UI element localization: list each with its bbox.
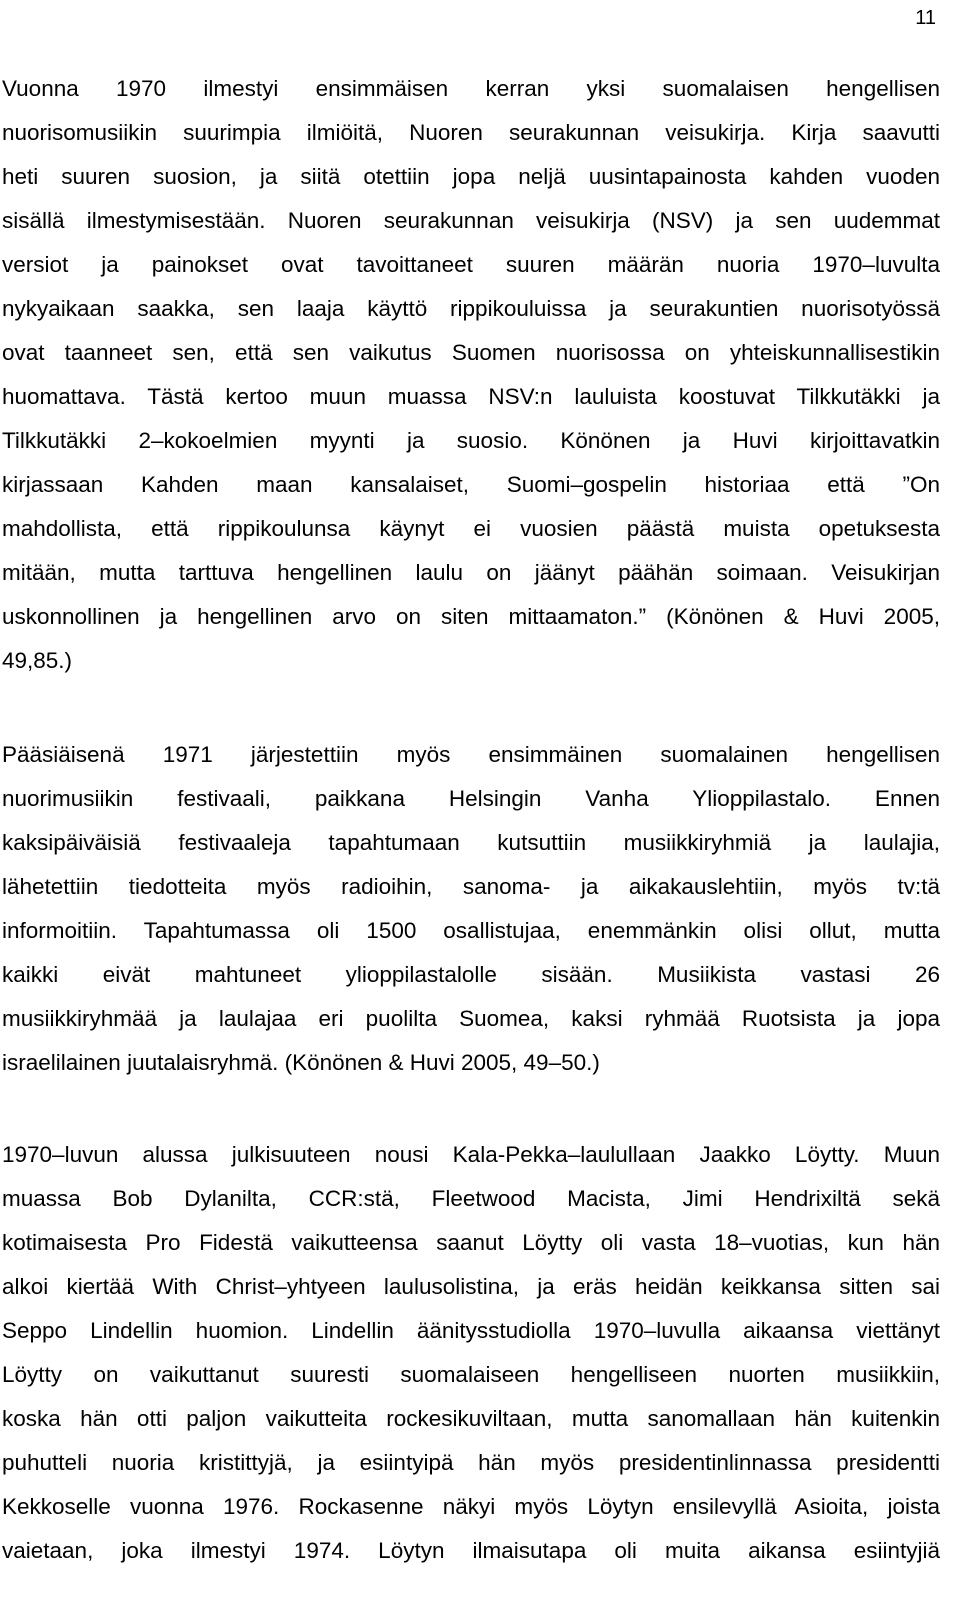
text-line: musiikkiryhmää ja laulajaa eri puolilta Suomea, kaksi ryhmää Ruotsista ja jopa (2, 1006, 940, 1031)
page-number: 11 (915, 7, 936, 29)
text-line: mitään, mutta tarttuva hengellinen laulu on jäänyt päähän soimaan. Veisukirjan (2, 560, 940, 585)
text-line: Löytty on vaikuttanut suuresti suomalaiseen hengelliseen nuorten musiikkiin, (2, 1362, 940, 1387)
text-line: nykyaikaan saakka, sen laaja käyttö rippikouluissa ja seurakuntien nuorisotyössä (2, 296, 940, 321)
text-line: nuorimusiikin festivaali, paikkana Helsingin Vanha Ylioppilastalo. Ennen (2, 786, 940, 811)
text-line: huomattava. Tästä kertoo muun muassa NSV:n lauluista koostuvat Tilkkutäkki ja (2, 384, 940, 409)
text-line: Vuonna 1970 ilmestyi ensimmäisen kerran yksi suomalaisen hengellisen (2, 76, 940, 101)
text-line: kotimaisesta Pro Fidestä vaikutteensa saanut Löytty oli vasta 18–vuotias, kun hän (2, 1230, 940, 1255)
text-line: muassa Bob Dylanilta, CCR:stä, Fleetwood Macista, Jimi Hendrixiltä sekä (2, 1186, 940, 1211)
text-line: versiot ja painokset ovat tavoittaneet suuren määrän nuoria 1970–luvulta (2, 252, 940, 277)
text-line: koska hän otti paljon vaikutteita rockesikuviltaan, mutta sanomallaan hän kuitenkin (2, 1406, 940, 1431)
text-line: ovat taanneet sen, että sen vaikutus Suomen nuorisossa on yhteiskunnallisestikin (2, 340, 940, 365)
text-line: Tilkkutäkki 2–kokoelmien myynti ja suosio. Könönen ja Huvi kirjoittavatkin (2, 428, 940, 453)
text-line: kaikki eivät mahtuneet ylioppilastalolle sisään. Musiikista vastasi 26 (2, 962, 940, 987)
text-line: Pääsiäisenä 1971 järjestettiin myös ensimmäinen suomalainen hengellisen (2, 742, 940, 767)
text-line: alkoi kiertää With Christ–yhtyeen laulusolistina, ja eräs heidän keikkansa sitten sai (2, 1274, 940, 1299)
text-line: israelilainen juutalaisryhmä. (Könönen & Huvi 2005, 49–50.) (2, 1050, 600, 1075)
text-line: 1970–luvun alussa julkisuuteen nousi Kala-Pekka–laulullaan Jaakko Löytty. Muun (2, 1142, 940, 1167)
text-line: nuorisomusiikin suurimpia ilmiöitä, Nuoren seurakunnan veisukirja. Kirja saavutti (2, 120, 940, 145)
text-line: vaietaan, joka ilmestyi 1974. Löytyn ilmaisutapa oli muita aikansa esiintyjiä (2, 1538, 940, 1563)
text-line: Kekkoselle vuonna 1976. Rockasenne näkyi myös Löytyn ensilevyllä Asioita, joista (2, 1494, 940, 1519)
text-line: lähetettiin tiedotteita myös radioihin, sanoma- ja aikakauslehtiin, myös tv:tä (2, 874, 940, 899)
text-line: Seppo Lindellin huomion. Lindellin äänitysstudiolla 1970–luvulla aikaansa viettänyt (2, 1318, 940, 1343)
text-line: mahdollista, että rippikoulunsa käynyt ei vuosien päästä muista opetuksesta (2, 516, 940, 541)
text-line: puhutteli nuoria kristittyjä, ja esiintyipä hän myös presidentinlinnassa presidentti (2, 1450, 940, 1475)
text-line: heti suuren suosion, ja siitä otettiin jopa neljä uusintapainosta kahden vuoden (2, 164, 940, 189)
text-line: uskonnollinen ja hengellinen arvo on siten mittaamaton.” (Könönen & Huvi 2005, (2, 604, 940, 629)
text-line: 49,85.) (2, 648, 73, 673)
text-line: kaksipäiväisiä festivaaleja tapahtumaan kutsuttiin musiikkiryhmiä ja laulajia, (2, 830, 940, 855)
text-line: sisällä ilmestymisestään. Nuoren seurakunnan veisukirja (NSV) ja sen uudemmat (2, 208, 940, 233)
text-line: kirjassaan Kahden maan kansalaiset, Suomi–gospelin historiaa että ”On (2, 472, 940, 497)
text-line: informoitiin. Tapahtumassa oli 1500 osallistujaa, enemmänkin olisi ollut, mutta (2, 918, 940, 943)
